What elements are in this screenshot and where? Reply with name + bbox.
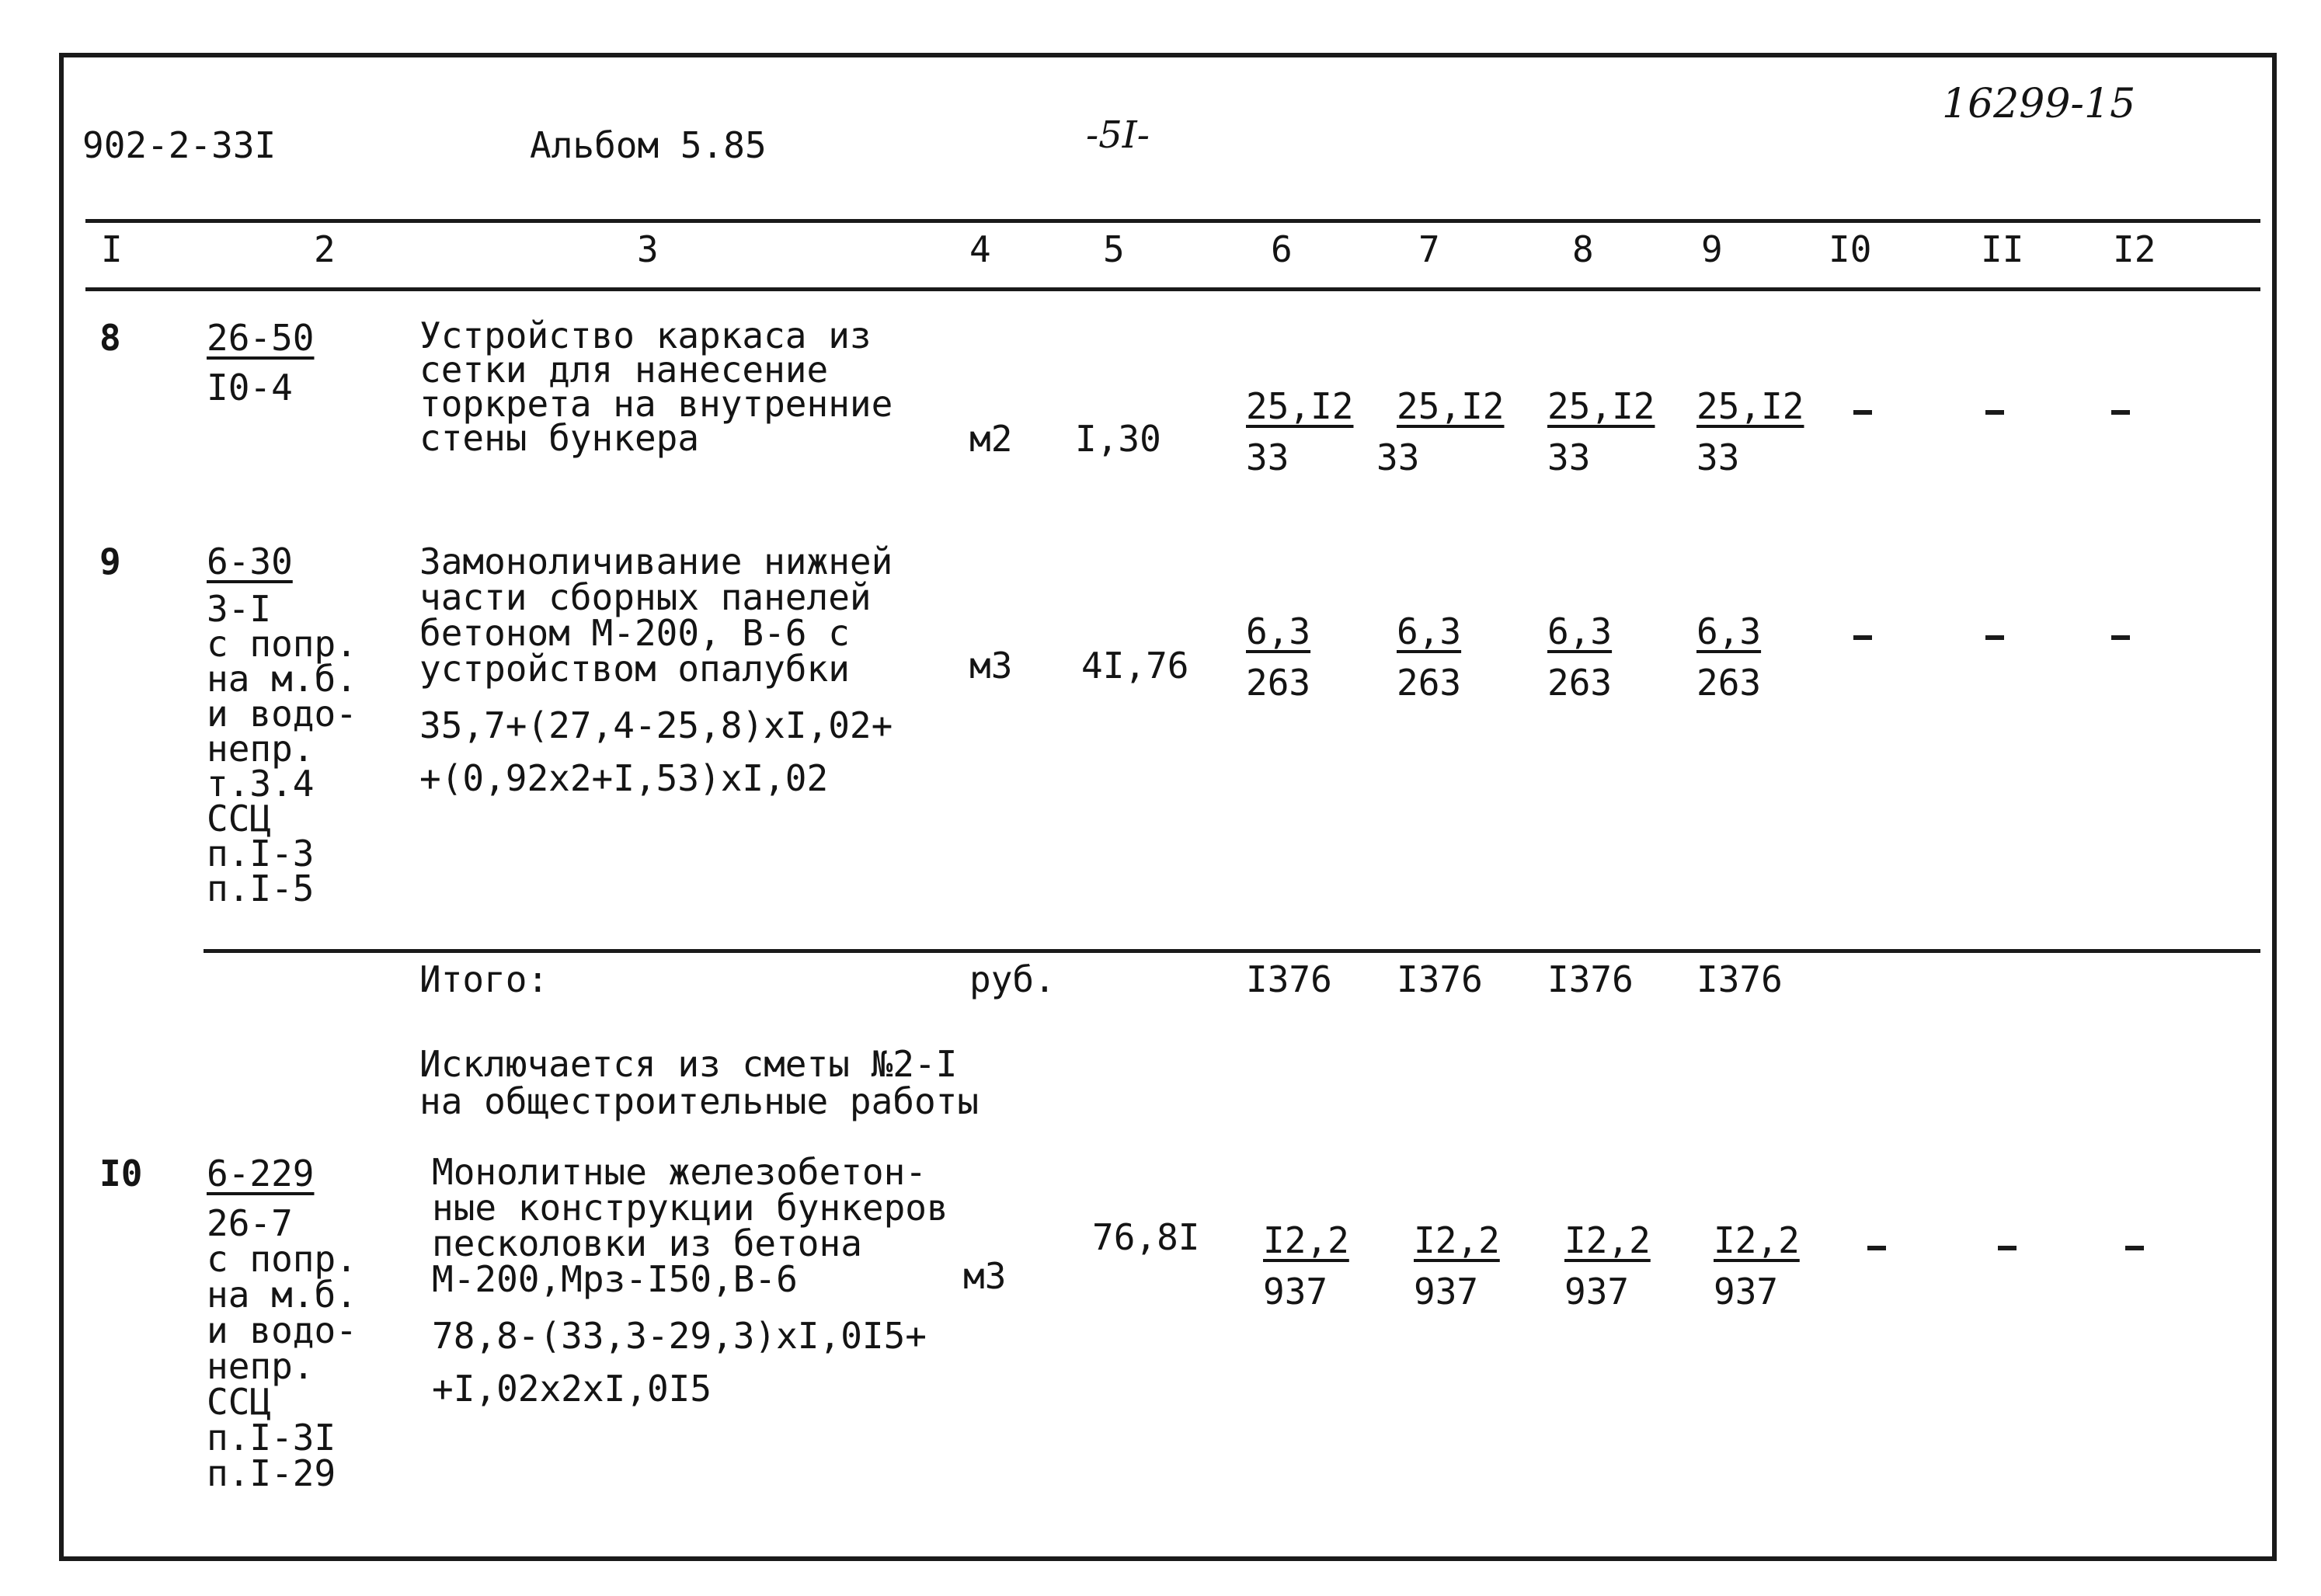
work-description	[419, 315, 893, 459]
cost-col9-bottom: 33	[1696, 436, 1740, 478]
col-header-6: 6	[1271, 228, 1293, 270]
code-line: п.I-3	[207, 833, 315, 874]
unit: м3	[963, 1255, 1007, 1297]
desc-line: М-200,Мрз-I50,В-6	[432, 1258, 798, 1300]
empty-dash-col10	[1853, 410, 1872, 415]
code-line: I0-4	[207, 367, 293, 409]
desc-line: Монолитные железобетон-	[432, 1151, 927, 1193]
code-line: п.I-5	[207, 868, 315, 909]
row-number: 8	[99, 317, 121, 359]
empty-dash-col12	[2111, 635, 2130, 640]
doc-number: 902-2-33I	[82, 124, 277, 166]
total-col9: I376	[1696, 958, 1783, 1000]
code-line: т.3.4	[207, 763, 315, 805]
cost-col9-top: 25,I2	[1696, 385, 1804, 427]
code-line: п.I-3I	[207, 1417, 336, 1459]
work-description	[432, 1151, 948, 1300]
note-line: Исключается из сметы №2-I	[419, 1043, 958, 1085]
desc-line: устройством опалубки	[419, 648, 850, 690]
formula-line: +(0,92х2+I,53)хI,02	[419, 757, 829, 799]
cost-col6-bottom: 263	[1246, 662, 1311, 704]
rate-code-details	[207, 367, 293, 409]
header-rule-bottom	[85, 287, 2260, 291]
row-number: 9	[99, 541, 121, 582]
total-col8: I376	[1547, 958, 1634, 1000]
total-unit: руб.	[969, 958, 1056, 1000]
col-header-7: 7	[1418, 228, 1440, 270]
rate-code-details	[207, 1202, 357, 1494]
total-col6: I376	[1246, 958, 1332, 1000]
col-header-10: I0	[1829, 228, 1872, 270]
unit: м2	[969, 418, 1013, 460]
code-line: с попр.	[207, 623, 357, 665]
formula-line: 78,8-(33,3-29,3)хI,0I5+	[432, 1315, 927, 1357]
cost-col6-top: 6,3	[1246, 610, 1311, 652]
quantity: 4I,76	[1081, 645, 1189, 687]
col-header-9: 9	[1701, 228, 1723, 270]
empty-dash-col11	[1985, 635, 2004, 640]
rate-code: 6-229	[207, 1153, 315, 1194]
code-line: ССЦ	[207, 1381, 272, 1423]
rate-code: 26-50	[207, 317, 315, 359]
col-header-1: I	[101, 228, 123, 270]
total-label: Итого:	[419, 958, 549, 1000]
desc-line: ные конструкции бункеров	[432, 1187, 948, 1229]
desc-line: торкрета на внутренние	[419, 383, 893, 425]
cost-col9-bottom: 937	[1714, 1271, 1779, 1313]
quantity: I,30	[1075, 418, 1161, 460]
col-header-3: 3	[637, 228, 659, 270]
header-rule-top	[85, 219, 2260, 223]
cost-col7-top: 25,I2	[1397, 385, 1505, 427]
cost-col8-bottom: 33	[1547, 436, 1591, 478]
rate-code: 6-30	[207, 541, 293, 582]
cost-col6-top: I2,2	[1263, 1219, 1349, 1261]
desc-line: сетки для нанесение	[419, 349, 829, 391]
code-line: 3-I	[207, 588, 272, 630]
cost-col7-bottom: 937	[1414, 1271, 1479, 1313]
desc-line: стены бункера	[419, 417, 700, 459]
empty-dash-col10	[1853, 635, 1872, 640]
code-line: 26-7	[207, 1202, 293, 1244]
code-line: п.I-29	[207, 1452, 336, 1494]
quantity-formula	[419, 699, 893, 805]
formula-line: +I,02х2хI,0I5	[432, 1368, 712, 1410]
empty-dash-col11	[1998, 1246, 2017, 1250]
quantity: 76,8I	[1092, 1216, 1200, 1258]
desc-line: песколовки из бетона	[432, 1222, 862, 1264]
code-line: и водо-	[207, 1309, 357, 1351]
cost-col6-bottom: 937	[1263, 1271, 1328, 1313]
cost-col8-top: 25,I2	[1547, 385, 1655, 427]
col-header-11: II	[1981, 228, 2024, 270]
empty-dash-col11	[1985, 410, 2004, 415]
cost-col7-top: 6,3	[1397, 610, 1462, 652]
cost-col9-bottom: 263	[1696, 662, 1762, 704]
excluded-note	[419, 1045, 979, 1120]
formula-line: 35,7+(27,4-25,8)хI,02+	[419, 704, 893, 746]
code-line: непр.	[207, 728, 315, 770]
cost-col8-bottom: 263	[1547, 662, 1613, 704]
code-line: на м.б.	[207, 1274, 357, 1316]
document-frame	[59, 53, 2277, 1561]
cost-col8-top: 6,3	[1547, 610, 1613, 652]
col-header-4: 4	[969, 228, 991, 270]
total-col7: I376	[1397, 958, 1483, 1000]
subtotal-rule	[204, 949, 2260, 953]
row-number: I0	[99, 1153, 143, 1194]
rate-code-details	[207, 588, 357, 909]
cost-col7-bottom: 263	[1397, 662, 1462, 704]
code-line: и водо-	[207, 693, 357, 735]
sheet-code: 16299-15	[1942, 81, 2136, 127]
desc-line: части сборных панелей	[419, 576, 872, 618]
col-header-2: 2	[314, 228, 336, 270]
quantity-formula	[432, 1309, 927, 1415]
page-number: -5I-	[1086, 113, 1150, 157]
cost-col7-bottom: 33	[1376, 436, 1420, 478]
cost-col8-top: I2,2	[1564, 1219, 1651, 1261]
desc-line: Устройство каркаса из	[419, 315, 872, 356]
col-header-12: I2	[2113, 228, 2156, 270]
cost-col7-top: I2,2	[1414, 1219, 1500, 1261]
cost-col9-top: 6,3	[1696, 610, 1762, 652]
empty-dash-col10	[1867, 1246, 1886, 1250]
cost-col6-bottom: 33	[1246, 436, 1289, 478]
desc-line: бетоном М-200, В-6 с	[419, 612, 850, 654]
empty-dash-col12	[2111, 410, 2130, 415]
desc-line: Замоноличивание нижней	[419, 541, 893, 582]
unit: м3	[969, 645, 1013, 687]
cost-col9-top: I2,2	[1714, 1219, 1800, 1261]
code-line: с попр.	[207, 1238, 357, 1280]
code-line: на м.б.	[207, 658, 357, 700]
cost-col6-top: 25,I2	[1246, 385, 1354, 427]
col-header-5: 5	[1103, 228, 1125, 270]
code-line: ССЦ	[207, 798, 272, 840]
work-description	[419, 541, 893, 690]
note-line: на общестроительные работы	[419, 1080, 980, 1122]
code-line: непр.	[207, 1345, 315, 1387]
cost-col8-bottom: 937	[1564, 1271, 1630, 1313]
col-header-8: 8	[1572, 228, 1594, 270]
album-label: Альбом 5.85	[530, 124, 767, 166]
empty-dash-col12	[2125, 1246, 2144, 1250]
